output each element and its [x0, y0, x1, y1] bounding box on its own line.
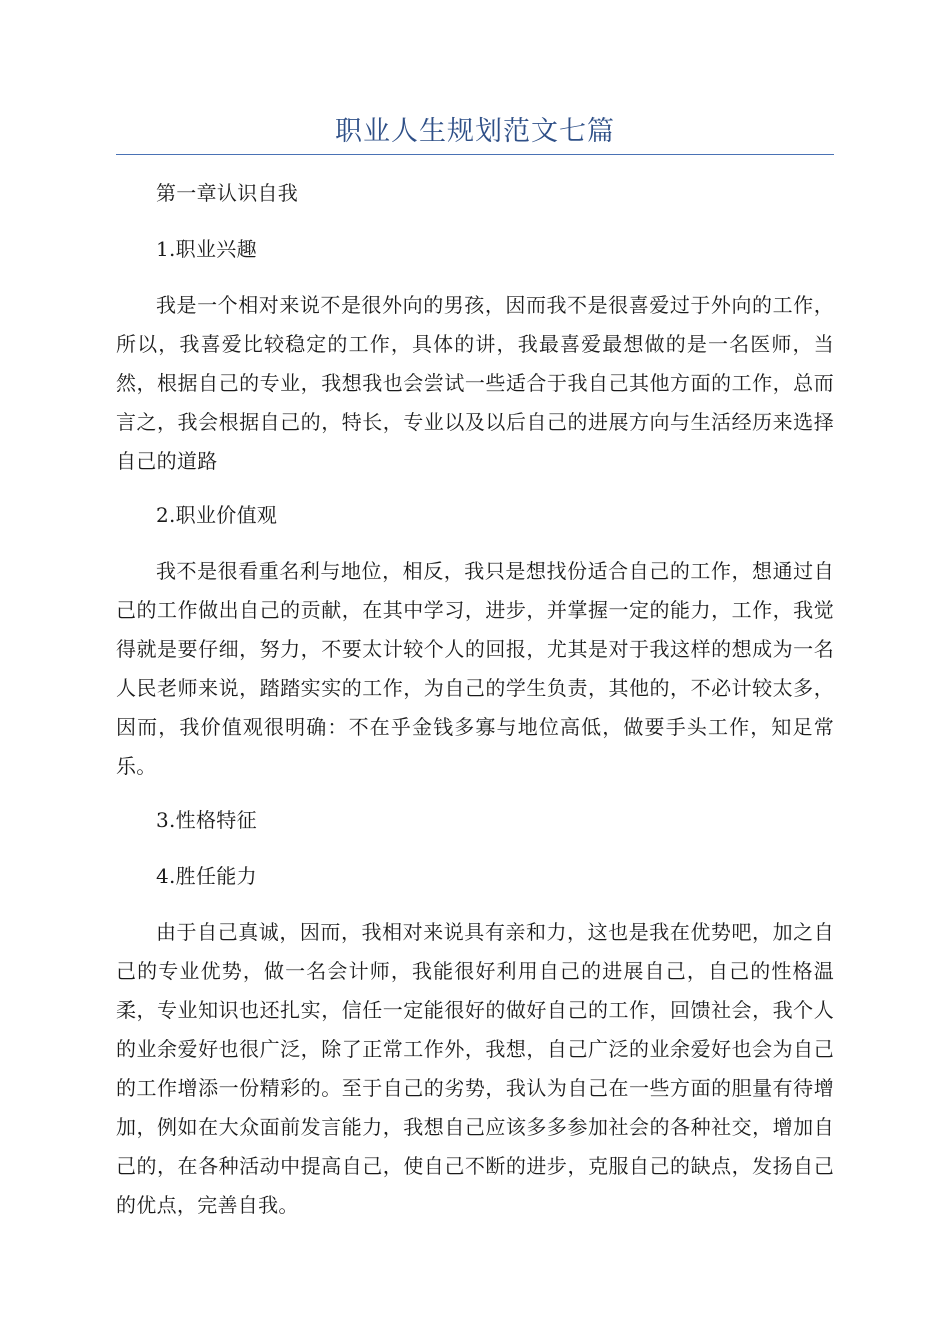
- paragraph-competence: 由于自己真诚，因而，我相对来说具有亲和力，这也是我在优势吧，加之自己的专业优势，做一名会计师，我能很好利用自己的进展自己，自己的性格温柔，专业知识也还扎实，信任一定能很好的做好自己的工作，回馈社会，我个人的业余爱好也很广泛，除了正常工作外，我想，自己广泛的业余爱好也会为自己的工作增添一份精彩的。至于自己的劣势，我认为自己在一些方面的胆量有待增加，例如在大众面前发言能力，我想自己应该多多参加社会的各种社交，增加自己的，在各种活动中提高自己，使自己不断的进步，克服自己的缺点，发扬自己的优点，完善自我。: [116, 920, 834, 1217]
- title-underline: [116, 154, 834, 155]
- chapter-heading: 第一章认识自我: [156, 181, 299, 205]
- paragraph-values: 我不是很看重名利与地位，相反，我只是想找份适合自己的工作，想通过自己的工作做出自己的贡献，在其中学习，进步，并掌握一定的能力，工作，我觉得就是要仔细，努力，不要太计较个人的回报，尤其是对于我这样的想成为一名人民老师来说，踏踏实实的工作，为自己的学生负责，其他的，不必计较太多，因而，我价值观很明确：不在乎金钱多寡与地位高低，做要手头工作，知足常乐。: [116, 559, 834, 778]
- section-heading-interest: 1.职业兴趣: [156, 237, 257, 261]
- section-heading-personality: 3.性格特征: [156, 808, 257, 832]
- paragraph-interest: 我是一个相对来说不是很外向的男孩，因而我不是很喜爱过于外向的工作，所以，我喜爱比较稳定的工作，具体的讲，我最喜爱最想做的是一名医师，当然，根据自己的专业，我想我也会尝试一些适合于我自己其他方面的工作，总而言之，我会根据自己的，特长，专业以及以后自己的进展方向与生活经历来选择自己的道路: [116, 293, 834, 473]
- document-body: [116, 174, 834, 1225]
- section-heading-values: 2.职业价值观: [156, 503, 278, 527]
- section-heading-competence: 4.胜任能力: [156, 864, 257, 888]
- document-title: 职业人生规划范文七篇: [335, 116, 615, 147]
